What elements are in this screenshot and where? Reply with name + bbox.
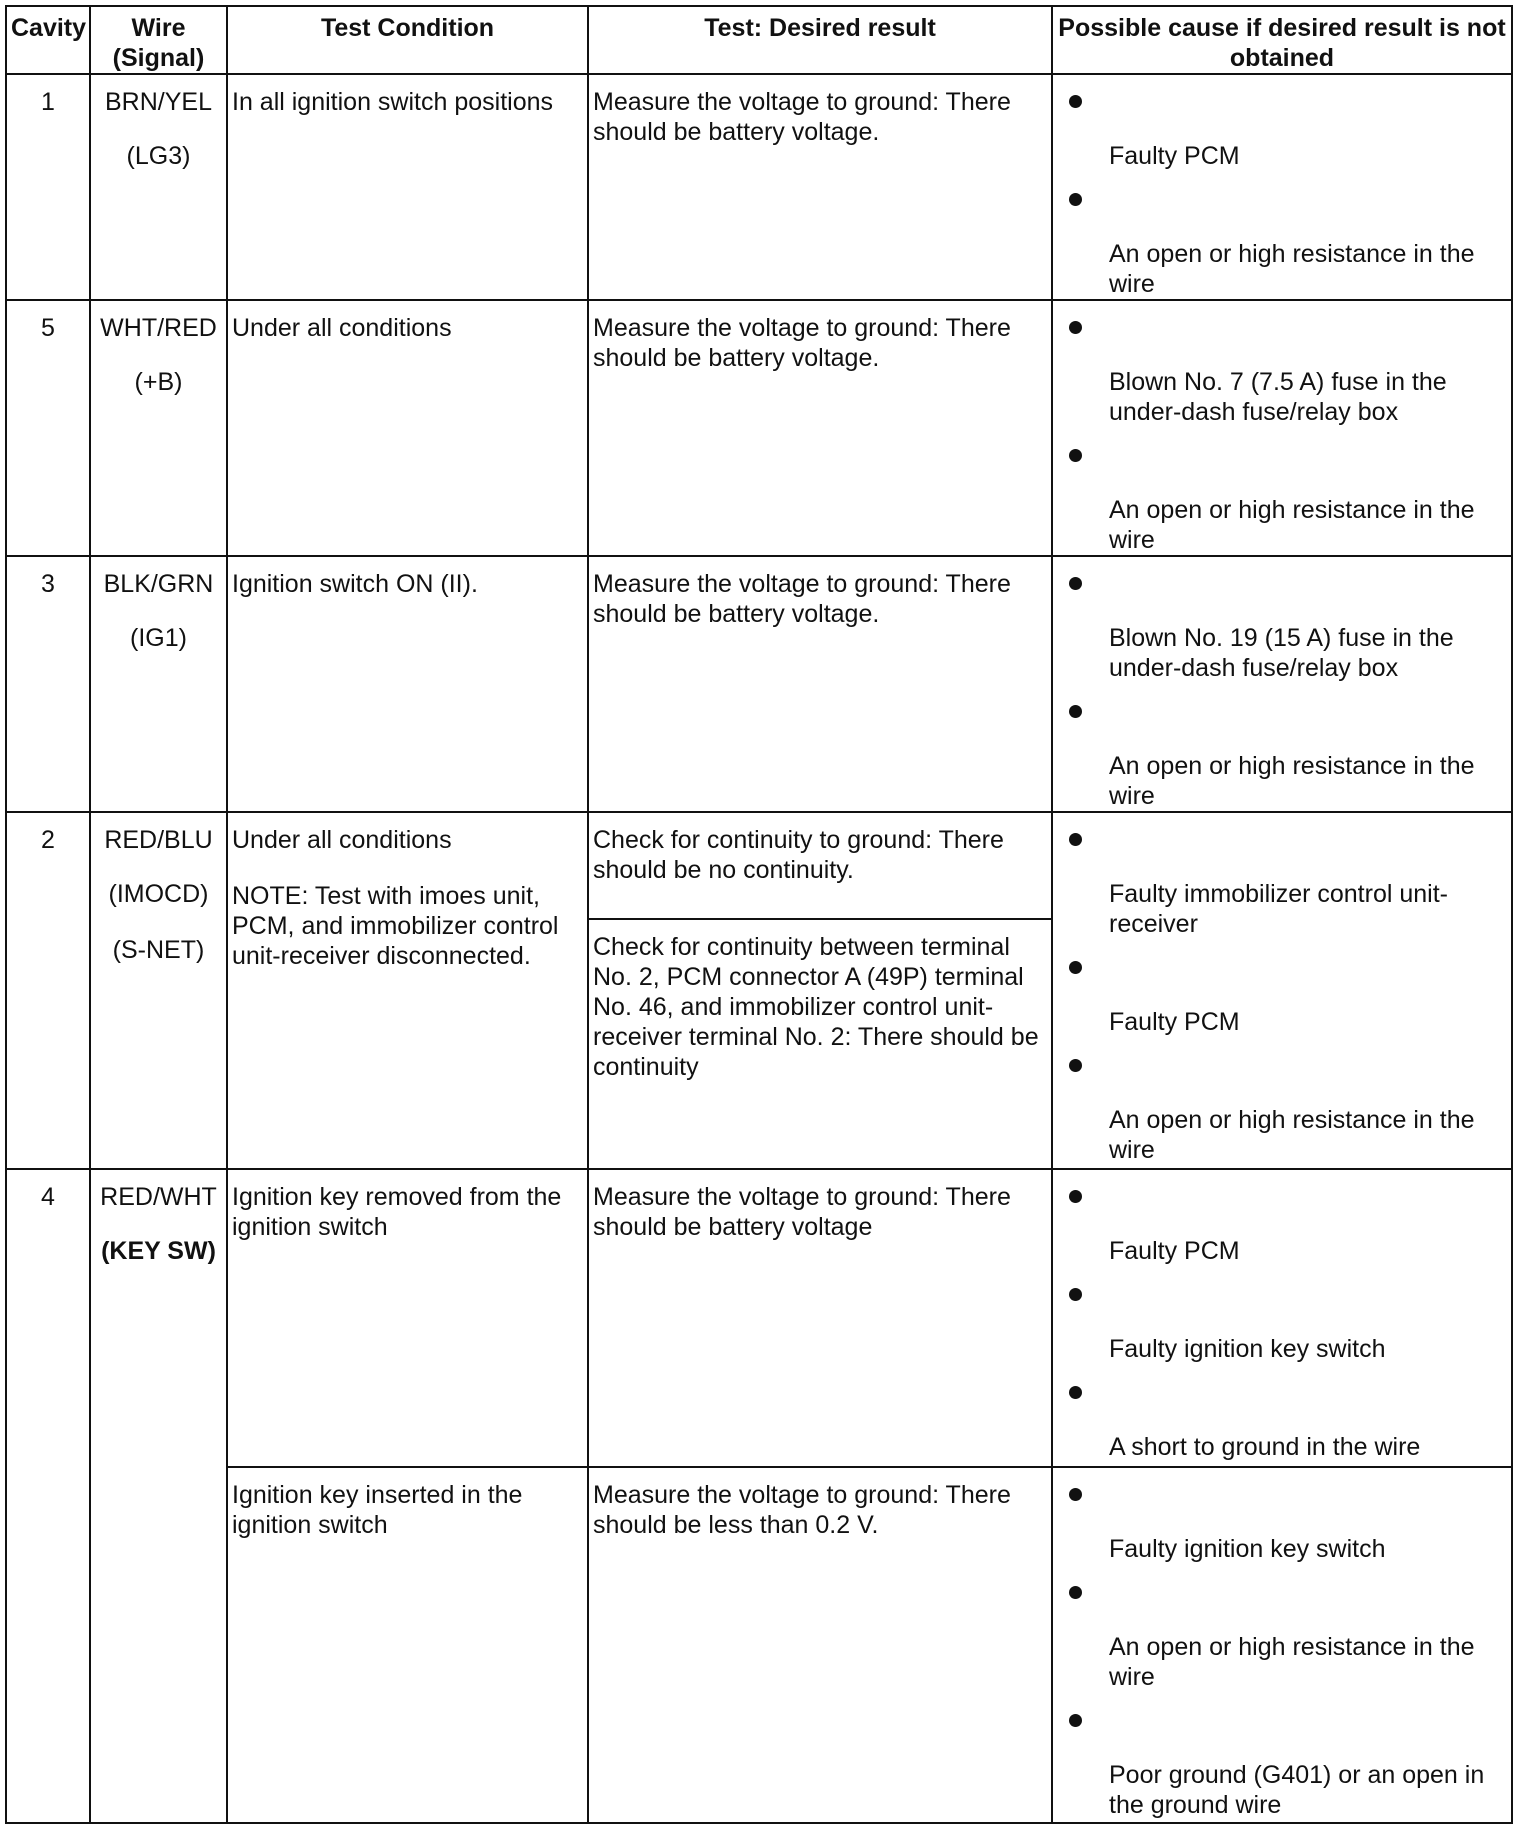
condition-text: Under all conditions bbox=[232, 826, 452, 854]
bullet-icon bbox=[1069, 833, 1082, 846]
wire-cell bbox=[90, 300, 227, 556]
possible-cause-cell bbox=[1052, 1467, 1512, 1823]
cause-text: An open or high resistance in the wire bbox=[1109, 240, 1475, 298]
header-desired-result: Test: Desired result bbox=[588, 6, 1052, 74]
cause-text: A short to ground in the wire bbox=[1109, 1433, 1421, 1461]
bullet-icon bbox=[1069, 577, 1082, 590]
cause-text: Faulty PCM bbox=[1109, 1008, 1240, 1036]
header-wire-line2: (Signal) bbox=[112, 44, 205, 72]
cavity-cell: 5 bbox=[6, 300, 90, 556]
list-item bbox=[1069, 1714, 1507, 1820]
connector-test-table bbox=[5, 5, 1513, 1824]
list-item bbox=[1069, 193, 1507, 299]
bullet-icon bbox=[1069, 1714, 1082, 1727]
cavity-cell: 2 bbox=[6, 812, 90, 1169]
wire-signal-alt: (S-NET) bbox=[112, 936, 205, 964]
cause-text: An open or high resistance in the wire bbox=[1109, 752, 1475, 810]
wire-signal: (IG1) bbox=[130, 624, 187, 652]
cavity-cell: 3 bbox=[6, 556, 90, 812]
desired-result-cell: Measure the voltage to ground: There should be less than 0.2 V. bbox=[588, 1467, 1052, 1823]
bullet-icon bbox=[1069, 321, 1082, 334]
cause-text: An open or high resistance in the wire bbox=[1109, 1633, 1475, 1691]
possible-cause-cell bbox=[1052, 812, 1512, 1169]
list-item bbox=[1069, 705, 1507, 811]
test-condition-cell: Ignition key removed from the ignition switch bbox=[227, 1169, 588, 1467]
condition-note: NOTE: Test with imoes unit, PCM, and immobilizer control unit-receiver disconnected. bbox=[232, 882, 559, 970]
possible-cause-cell bbox=[1052, 556, 1512, 812]
test-condition-cell bbox=[227, 812, 588, 1169]
list-item bbox=[1069, 1288, 1507, 1364]
possible-cause-cell bbox=[1052, 74, 1512, 300]
cause-text: An open or high resistance in the wire bbox=[1109, 1106, 1475, 1164]
list-item bbox=[1069, 1059, 1507, 1165]
wire-cell bbox=[90, 74, 227, 300]
desired-result-cell: Check for continuity between terminal No. 2, PCM connector A (49P) terminal No. 46, and immobilizer control unit-receiver terminal No. 2: There should be continuity bbox=[588, 919, 1052, 1169]
wire-cell bbox=[90, 812, 227, 1169]
table-row bbox=[6, 74, 1512, 300]
list-item bbox=[1069, 321, 1507, 427]
bullet-icon bbox=[1069, 1288, 1082, 1301]
cavity-cell: 4 bbox=[6, 1169, 90, 1823]
bullet-icon bbox=[1069, 705, 1082, 718]
possible-cause-cell bbox=[1052, 1169, 1512, 1467]
desired-result-cell: Check for continuity to ground: There should be no continuity. bbox=[588, 812, 1052, 919]
cause-text: Blown No. 19 (15 A) fuse in the under-dash fuse/relay box bbox=[1109, 624, 1454, 682]
test-condition-cell: Ignition switch ON (II). bbox=[227, 556, 588, 812]
desired-result-cell: Measure the voltage to ground: There should be battery voltage bbox=[588, 1169, 1052, 1467]
test-condition-cell: Under all conditions bbox=[227, 300, 588, 556]
list-item bbox=[1069, 95, 1507, 171]
test-condition-cell: In all ignition switch positions bbox=[227, 74, 588, 300]
cause-text: Faulty PCM bbox=[1109, 1237, 1240, 1265]
bullet-icon bbox=[1069, 1586, 1082, 1599]
desired-result-cell: Measure the voltage to ground: There should be battery voltage. bbox=[588, 556, 1052, 812]
cause-text: An open or high resistance in the wire bbox=[1109, 496, 1475, 554]
cause-text: Blown No. 7 (7.5 A) fuse in the under-dash fuse/relay box bbox=[1109, 368, 1447, 426]
list-item bbox=[1069, 1386, 1507, 1462]
desired-result-cell: Measure the voltage to ground: There should be battery voltage. bbox=[588, 74, 1052, 300]
bullet-icon bbox=[1069, 1386, 1082, 1399]
bullet-icon bbox=[1069, 1059, 1082, 1072]
possible-cause-cell bbox=[1052, 300, 1512, 556]
header-wire bbox=[90, 6, 227, 74]
wire-signal: (IMOCD) bbox=[108, 880, 209, 908]
bullet-icon bbox=[1069, 193, 1082, 206]
wire-color: BRN/YEL bbox=[105, 88, 212, 116]
bullet-icon bbox=[1069, 449, 1082, 462]
wire-color: BLK/GRN bbox=[103, 570, 214, 598]
wire-signal: (+B) bbox=[134, 368, 183, 396]
bullet-icon bbox=[1069, 961, 1082, 974]
list-item bbox=[1069, 1190, 1507, 1266]
header-wire-line1: Wire bbox=[131, 14, 186, 42]
wire-cell bbox=[90, 556, 227, 812]
bullet-icon bbox=[1069, 95, 1082, 108]
bullet-icon bbox=[1069, 1488, 1082, 1501]
header-row bbox=[6, 6, 1512, 74]
list-item bbox=[1069, 577, 1507, 683]
cause-text: Faulty ignition key switch bbox=[1109, 1335, 1386, 1363]
table-row bbox=[6, 300, 1512, 556]
wire-color: WHT/RED bbox=[100, 314, 217, 342]
header-possible-cause: Possible cause if desired result is not obtained bbox=[1052, 6, 1512, 74]
wire-signal: (KEY SW) bbox=[101, 1237, 216, 1265]
wire-color: RED/BLU bbox=[104, 826, 213, 854]
table-row bbox=[6, 556, 1512, 812]
cause-text: Faulty PCM bbox=[1109, 142, 1240, 170]
cavity-cell: 1 bbox=[6, 74, 90, 300]
wire-signal: (LG3) bbox=[126, 142, 191, 170]
list-item bbox=[1069, 961, 1507, 1037]
test-condition-cell: Ignition key inserted in the ignition switch bbox=[227, 1467, 588, 1823]
desired-result-cell: Measure the voltage to ground: There should be battery voltage. bbox=[588, 300, 1052, 556]
cause-text: Faulty immobilizer control unit-receiver bbox=[1109, 880, 1448, 938]
list-item bbox=[1069, 449, 1507, 555]
cause-text: Poor ground (G401) or an open in the ground wire bbox=[1109, 1761, 1485, 1819]
table-row bbox=[6, 1169, 1512, 1467]
table-row bbox=[6, 1467, 1512, 1823]
list-item bbox=[1069, 833, 1507, 939]
bullet-icon bbox=[1069, 1190, 1082, 1203]
list-item bbox=[1069, 1586, 1507, 1692]
header-test-condition: Test Condition bbox=[227, 6, 588, 74]
wire-cell bbox=[90, 1169, 227, 1823]
wire-color: RED/WHT bbox=[100, 1183, 217, 1211]
cause-text: Faulty ignition key switch bbox=[1109, 1535, 1386, 1563]
list-item bbox=[1069, 1488, 1507, 1564]
table-row bbox=[6, 812, 1512, 919]
header-cavity: Cavity bbox=[6, 6, 90, 74]
